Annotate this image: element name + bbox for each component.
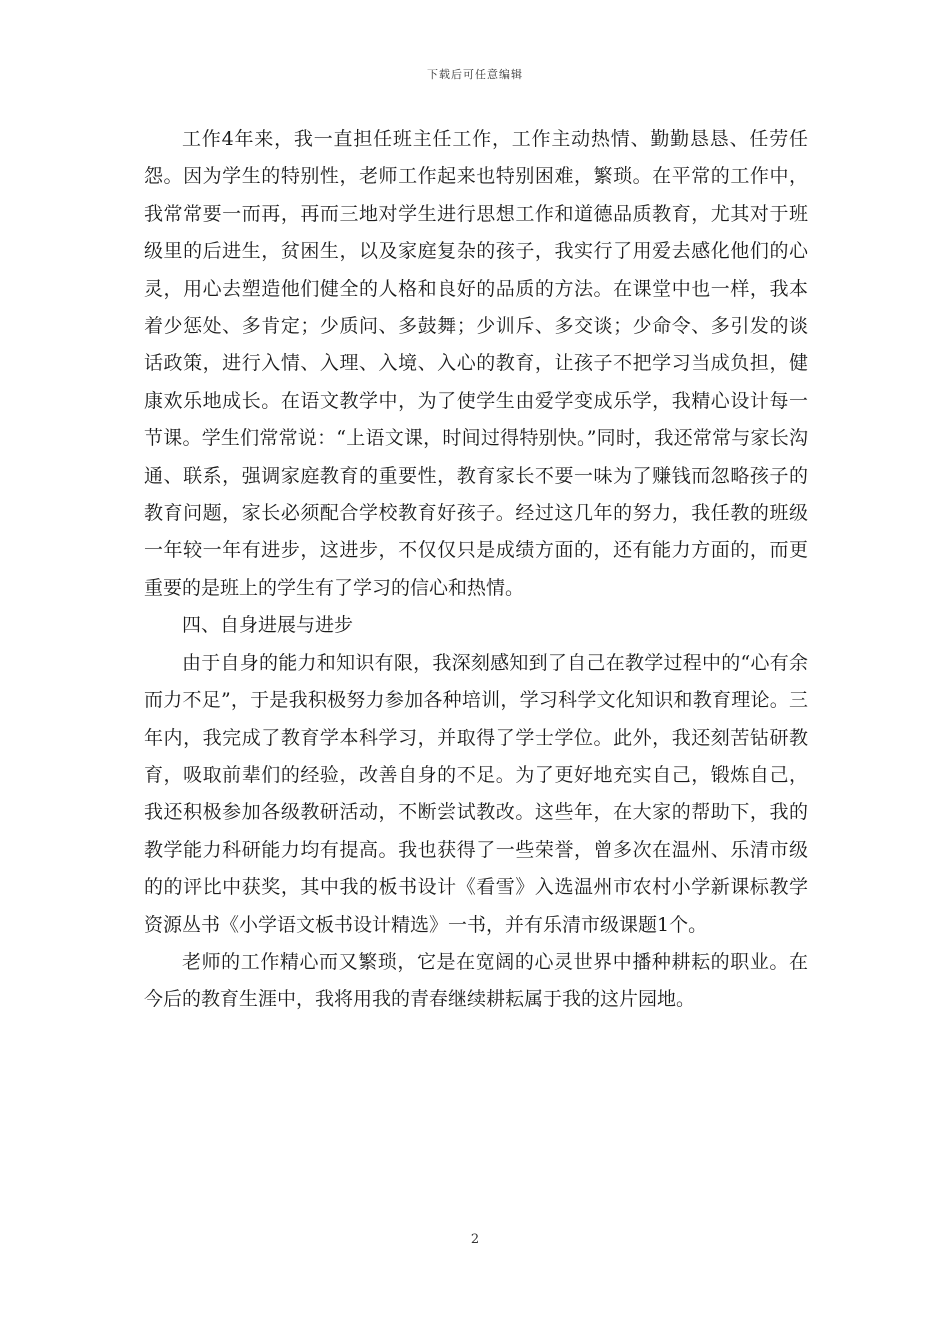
paragraph-conclusion: 老师的工作精心而又繁琐，它是在宽阔的心灵世界中播种耕耘的职业。在今后的教育生涯中，我将用我的青春继续耕耘属于我的这片园地。 xyxy=(144,950,808,1011)
page-header: 下载后可任意编辑 xyxy=(427,68,523,81)
document-body xyxy=(144,121,808,1019)
section-heading-self-development: 四、自身进展与进步 xyxy=(182,614,354,637)
page-number: 2 xyxy=(470,1232,480,1247)
paragraph-work-experience: 工作4年来，我一直担任班主任工作，工作主动热情、勤勤恳恳、任劳任怨。因为学生的特别性，老师工作起来也特别困难，繁琐。在平常的工作中，我常常要一而再，再而三地对学生进行思想工作和道德品质教育，尤其对于班级里的后进生，贫困生，以及家庭复杂的孩子，我实行了用爱去感化他们的心灵，用心去塑造他们健全的人格和良好的品质的方法。在课堂中也一样，我本着少惩处、多肯定；少质问、多鼓舞；少训斥、多交谈；少命令、多引发的谈话政策，进行入情、入理、入境、入心的教育，让孩子不把学习当成负担，健康欢乐地成长。在语文教学中，为了使学生由爱学变成乐学，我精心设计每一节课。学生们常常说：“上语文课，时间过得特别快。”同时，我还常常与家长沟通、联系，强调家庭教育的重要性，教育家长不要一味为了赚钱而忽略孩子的教育问题，家长必须配合学校教育好孩子。经过这几年的努力，我任教的班级一年较一年有进步，这进步，不仅仅只是成绩方面的，还有能力方面的，而更重要的是班上的学生有了学习的信心和热情。 xyxy=(144,128,808,599)
paragraph-self-development: 由于自身的能力和知识有限，我深刻感知到了自己在教学过程中的“心有余而力不足”，于是我积极努力参加各种培训，学习科学文化知识和教育理论。三年内，我完成了教育学本科学习，并取得了学士学位。此外，我还刻苦钻研教育，吸取前辈们的经验，改善自身的不足。为了更好地充实自己，锻炼自己，我还积极参加各级教研活动，不断尝试教改。这些年，在大家的帮助下，我的教学能力科研能力均有提高。我也获得了一些荣誉，曾多次在温州、乐清市级的的评比中获奖，其中我的板书设计《看雪》入选温州市农村小学新课标教学资源丛书《小学语文板书设计精选》一书，并有乐清市级课题1个。 xyxy=(144,651,808,936)
